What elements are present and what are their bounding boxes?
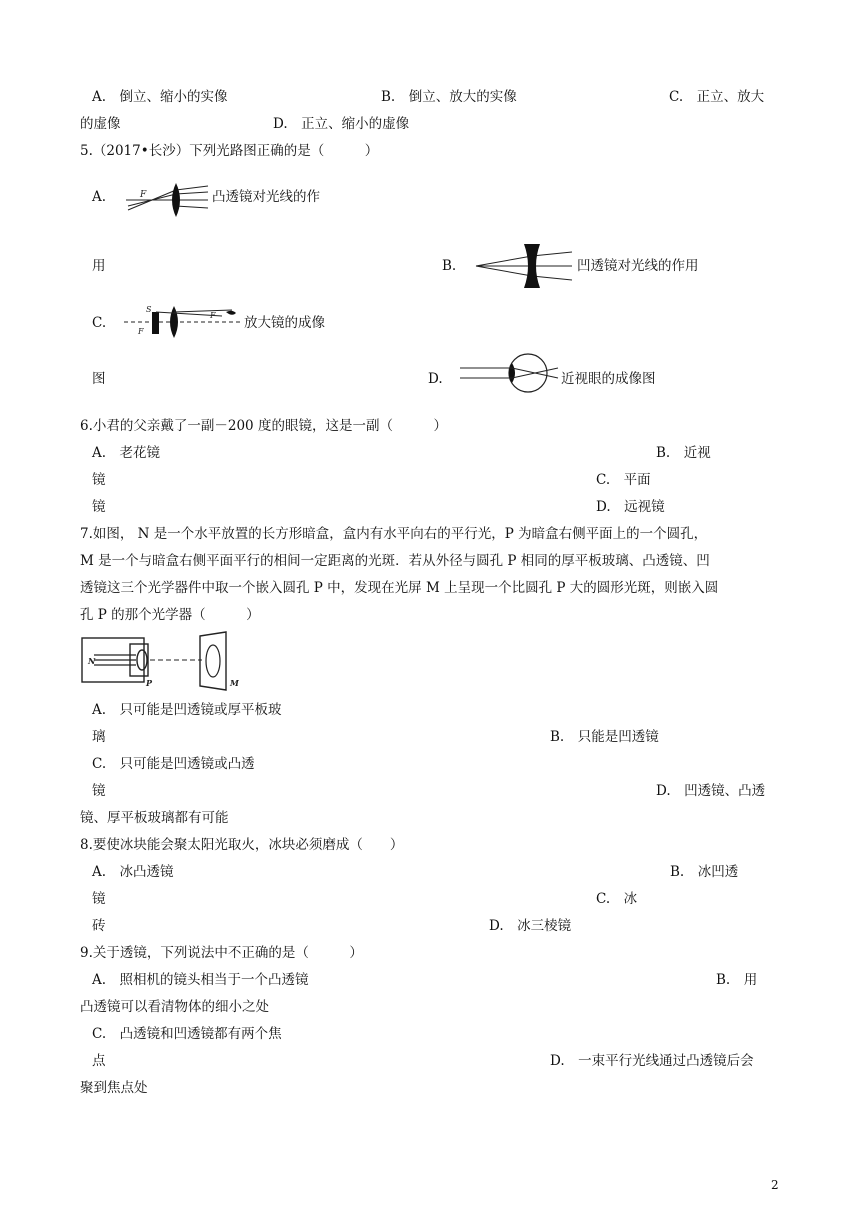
- q5-option-b-letter: B.: [442, 258, 457, 274]
- q7-stem-line-1: 7.如图， N 是一个水平放置的长方形暗盒，盒内有水平向右的平行光，P 为暗盒右侧平面上的一个圆孔，: [80, 526, 708, 542]
- q8-option-a: A. 冰凸透镜: [92, 864, 174, 880]
- q7-stem-line-3: 透镜这三个光学器件中取一个嵌入圆孔 P 中，发现在光屏 M 上呈现一个比圆孔 P 大的圆形光斑，则嵌入圆: [80, 580, 719, 596]
- q9-option-d-cont: 聚到焦点处: [80, 1080, 148, 1096]
- q7-option-d-cont: 镜、厚平板玻璃都有可能: [80, 810, 229, 826]
- q9-option-c-cont: 点: [92, 1053, 106, 1069]
- q7-fig-n-label: N: [88, 656, 96, 666]
- q7-stem-line-4: 孔 P 的那个光学器（ ）: [80, 607, 260, 623]
- q5-fig-c-s-label: S: [146, 305, 152, 314]
- q7-stem-line-2: M 是一个与暗盒右侧平面平行的相间一定距离的光斑．若从外径与圆孔 P 相同的厚平板玻璃、凸透镜、凹: [80, 553, 710, 569]
- q9-option-d: D. 一束平行光线通过凸透镜后会: [550, 1053, 754, 1069]
- q6-stem: 6.小君的父亲戴了一副－200 度的眼镜，这是一副（ ）: [80, 418, 447, 434]
- q5-fig-d-eye: [458, 352, 560, 394]
- q4-option-c: C. 正立、放大: [669, 89, 765, 105]
- q5-fig-c-f1-label: F: [138, 327, 144, 336]
- q6-option-b-cont: 镜: [92, 472, 106, 488]
- q5-option-d-caption: 近视眼的成像图: [561, 371, 656, 387]
- q4-option-a: A. 倒立、缩小的实像: [92, 89, 228, 105]
- q8-option-b: B. 冰凹透: [670, 864, 739, 880]
- q6-option-a: A. 老花镜: [92, 445, 161, 461]
- q7-fig-p-label: P: [146, 678, 153, 688]
- q7-option-b: B. 只能是凹透镜: [550, 729, 659, 745]
- q6-option-c: C. 平面: [596, 472, 651, 488]
- q8-option-d: D. 冰三棱镜: [489, 918, 572, 934]
- q8-stem: 8.要使冰块能会聚太阳光取火，冰块必须磨成（ ）: [80, 837, 404, 853]
- q5-option-a-cont: 用: [92, 258, 106, 274]
- q6-option-d: D. 远视镜: [596, 499, 665, 515]
- q4-option-b: B. 倒立、放大的实像: [381, 89, 517, 105]
- page-number: 2: [771, 1178, 779, 1192]
- q5-fig-a-focus-label: F: [140, 190, 147, 200]
- q9-option-b: B. 用: [716, 972, 758, 988]
- q5-option-d-letter: D.: [428, 371, 443, 387]
- q5-option-b-caption: 凹透镜对光线的作用: [577, 258, 699, 274]
- q8-option-c: C. 冰: [596, 891, 638, 907]
- q7-fig-m-label: M: [230, 678, 239, 688]
- q8-option-c-cont: 砖: [92, 918, 106, 934]
- q5-fig-c-f2-label: F: [210, 311, 216, 320]
- q6-option-c-cont: 镜: [92, 499, 106, 515]
- q5-stem: 5.（2017•长沙）下列光路图正确的是（ ）: [80, 143, 379, 159]
- q5-fig-a-convex-lens: [124, 180, 210, 220]
- q9-option-b-cont: 凸透镜可以看清物体的细小之处: [80, 999, 269, 1015]
- q5-option-c-caption: 放大镜的成像: [244, 315, 325, 331]
- q8-option-b-cont: 镜: [92, 891, 106, 907]
- q5-fig-c-magnifier: [122, 302, 242, 340]
- q5-option-c-cont: 图: [92, 371, 106, 387]
- q5-option-a-letter: A.: [92, 189, 107, 205]
- q7-option-d: D. 凹透镜、凸透: [656, 783, 766, 799]
- q9-option-a: A. 照相机的镜头相当于一个凸透镜: [92, 972, 309, 988]
- q9-option-c: C. 凸透镜和凹透镜都有两个焦: [92, 1026, 282, 1042]
- q4-option-c-cont: 的虚像: [80, 116, 121, 132]
- q5-option-c-letter: C.: [92, 315, 107, 331]
- q6-option-b: B. 近视: [656, 445, 711, 461]
- q7-fig-darkbox-screen: [80, 630, 246, 692]
- q7-option-a: A. 只可能是凹透镜或厚平板玻: [92, 702, 282, 718]
- q7-option-c: C. 只可能是凹透镜或凸透: [92, 756, 255, 772]
- q7-option-c-cont: 镜: [92, 783, 106, 799]
- q9-stem: 9.关于透镜，下列说法中不正确的是（ ）: [80, 945, 363, 961]
- q5-option-a-caption: 凸透镜对光线的作: [212, 189, 320, 205]
- q5-fig-b-concave-lens: [474, 242, 574, 290]
- q7-option-a-cont: 璃: [92, 729, 106, 745]
- q4-option-d: D. 正立、缩小的虚像: [273, 116, 410, 132]
